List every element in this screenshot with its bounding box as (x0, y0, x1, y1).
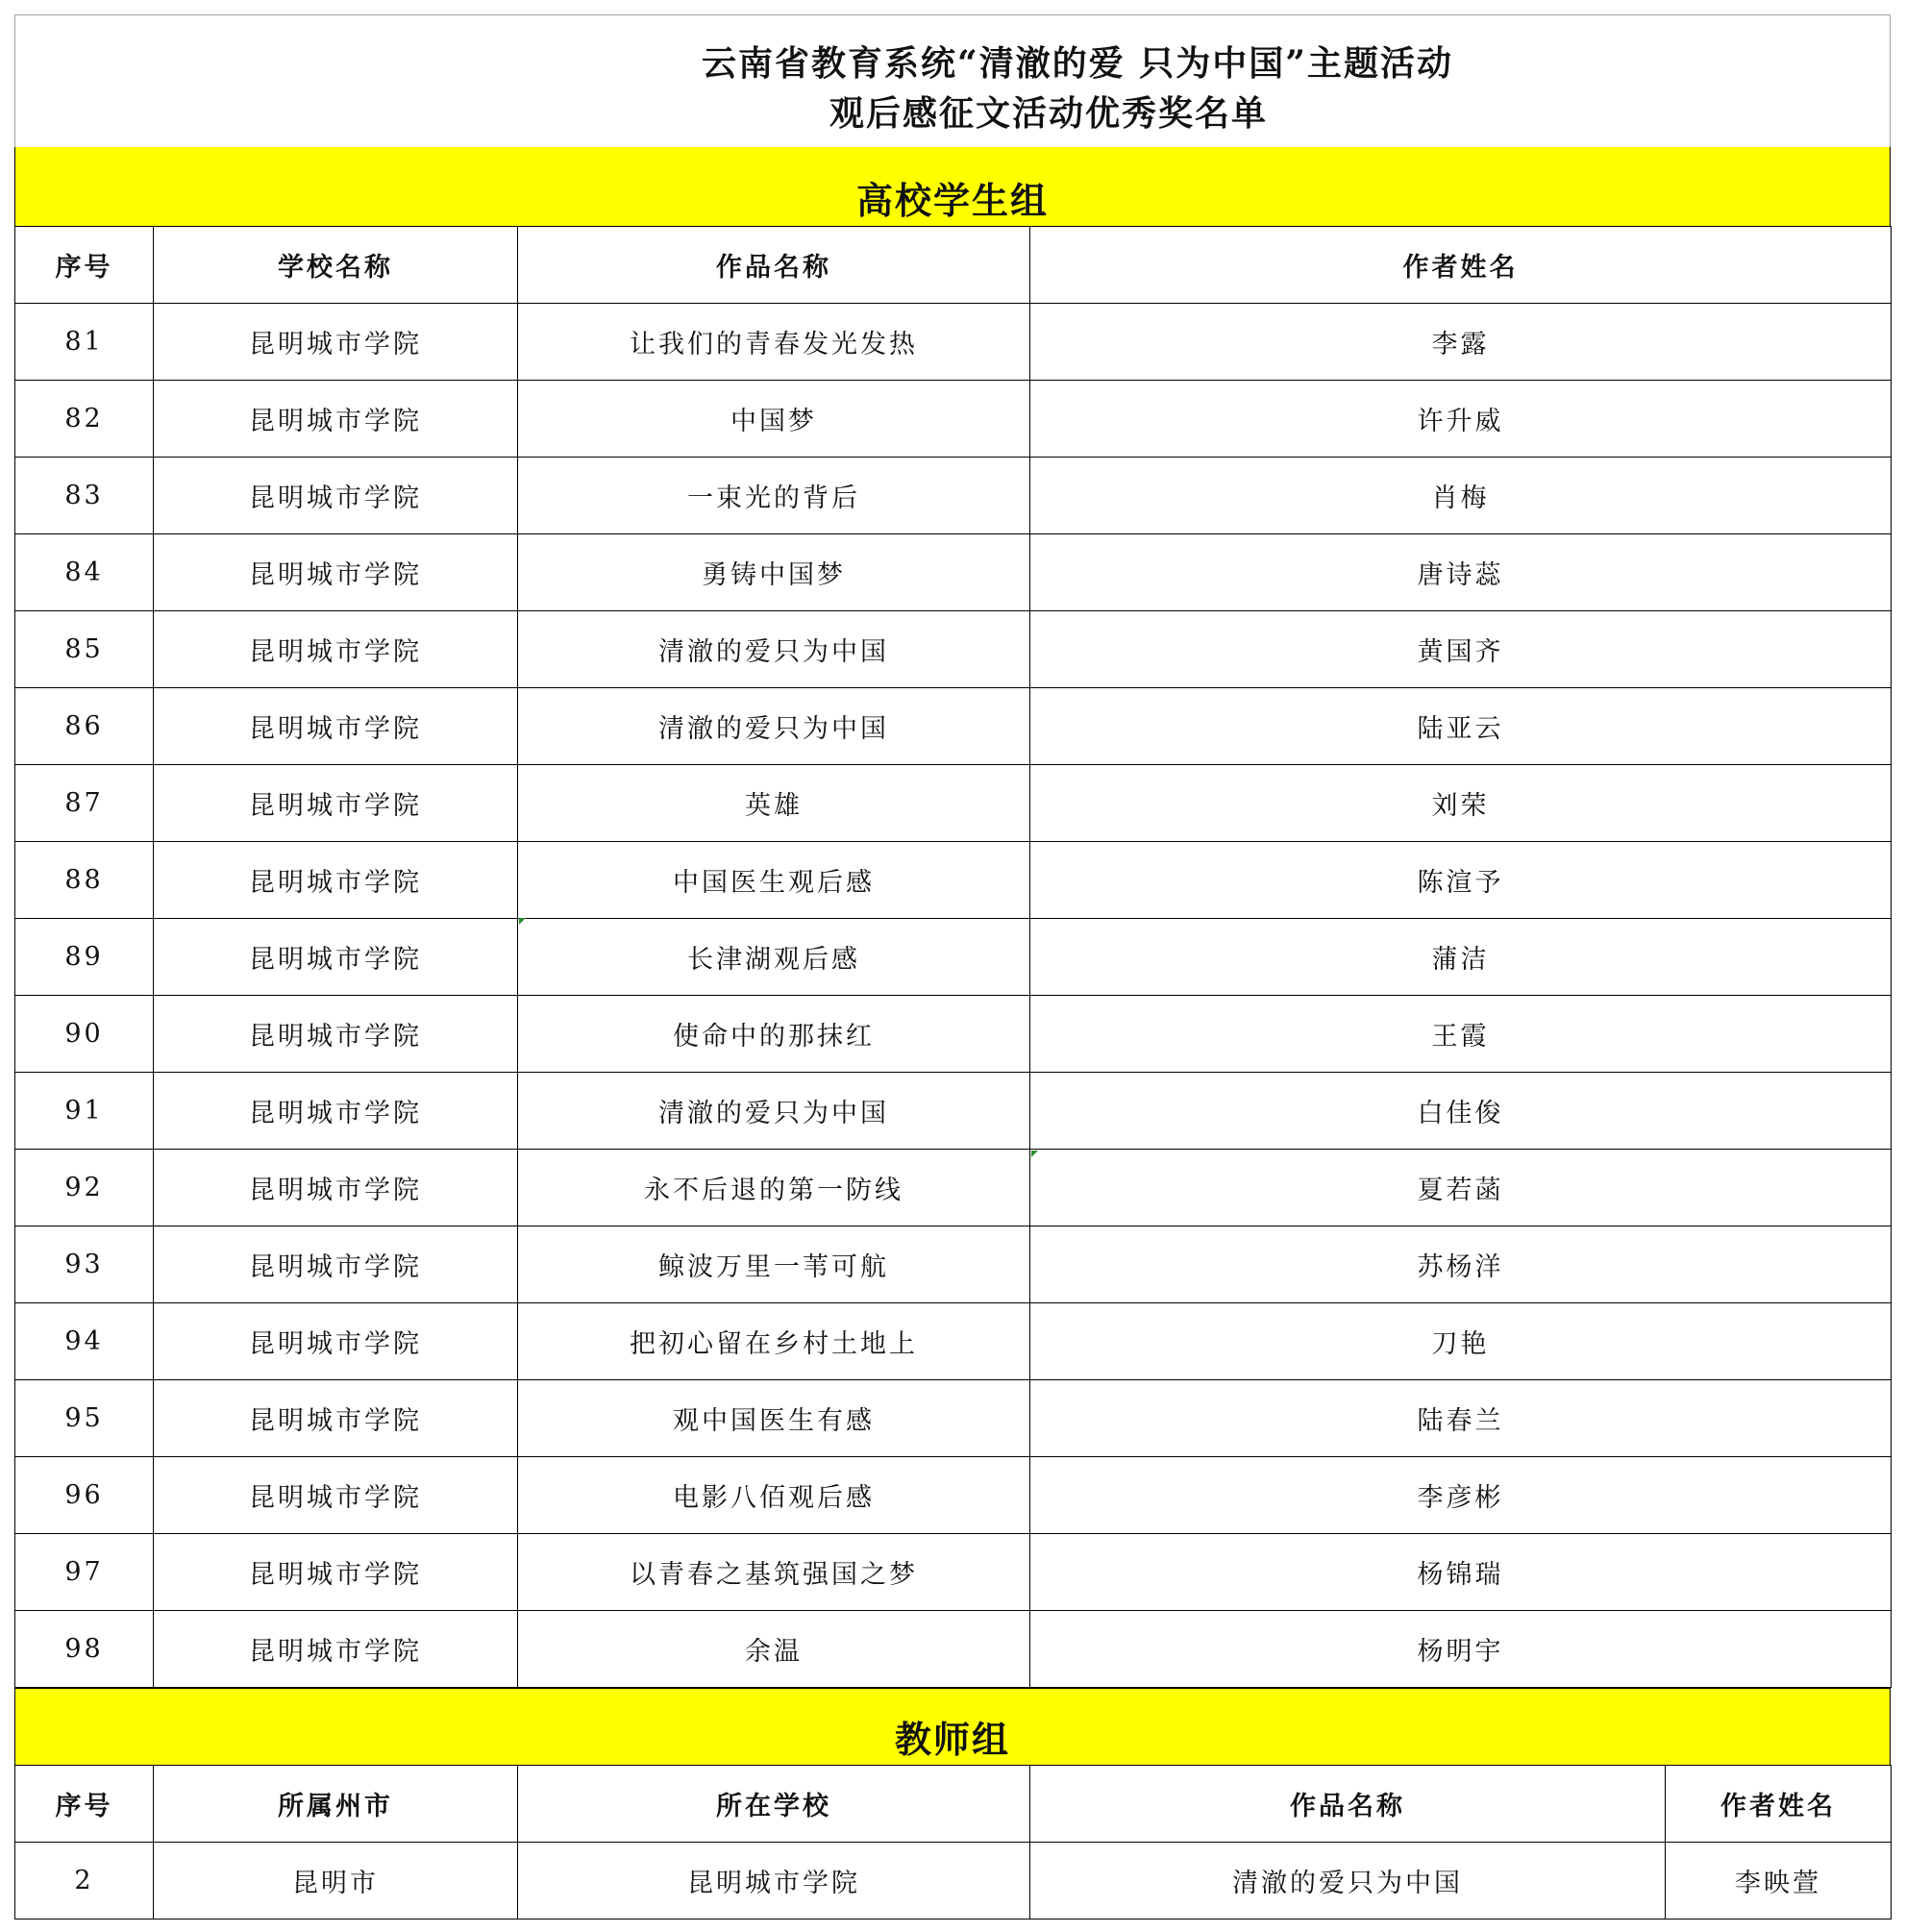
cell-index: 86 (15, 688, 154, 765)
cell-school: 昆明城市学院 (154, 842, 518, 919)
header-index: 序号 (15, 227, 154, 304)
cell-school: 昆明城市学院 (154, 534, 518, 611)
table-row (15, 688, 1892, 765)
teacher-table (14, 1765, 1892, 1920)
cell-work: 清澈的爱只为中国 (518, 1073, 1030, 1150)
student-table-body (15, 304, 1892, 1688)
cell-author: 夏若菡 (1030, 1150, 1892, 1226)
cell-work: 把初心留在乡村土地上 (518, 1303, 1030, 1380)
table-row (15, 381, 1892, 458)
table-row (15, 1611, 1892, 1688)
cell-work: 使命中的那抹红 (518, 996, 1030, 1073)
cell-author: 苏杨洋 (1030, 1226, 1892, 1303)
cell-author: 黄国齐 (1030, 611, 1892, 688)
cell-author: 蒲洁 (1030, 919, 1892, 996)
table-row (15, 458, 1892, 534)
cell-school: 昆明城市学院 (154, 765, 518, 842)
cell-work: 永不后退的第一防线 (518, 1150, 1030, 1226)
cell-index: 89 (15, 919, 154, 996)
cell-author: 李映萱 (1666, 1843, 1892, 1920)
page-title: 云南省教育系统“清澈的爱 只为中国”主题活动 (702, 43, 1453, 84)
cell-school: 昆明城市学院 (154, 1611, 518, 1688)
cell-index: 96 (15, 1457, 154, 1534)
section-header-teachers (14, 1688, 1891, 1765)
table-row (15, 765, 1892, 842)
student-table (14, 226, 1892, 1688)
cell-school: 昆明城市学院 (154, 1226, 518, 1303)
cell-work: 清澈的爱只为中国 (518, 611, 1030, 688)
cell-author: 唐诗蕊 (1030, 534, 1892, 611)
cell-author: 刘荣 (1030, 765, 1892, 842)
table-row (15, 996, 1892, 1073)
cell-index: 95 (15, 1380, 154, 1457)
cell-school: 昆明城市学院 (154, 1457, 518, 1534)
section-header-students (14, 147, 1891, 226)
header-school: 所在学校 (518, 1766, 1030, 1843)
table-row (15, 1303, 1892, 1380)
table-header-row (15, 227, 1892, 304)
table-row (15, 1073, 1892, 1150)
cell-index: 82 (15, 381, 154, 458)
cell-school: 昆明城市学院 (154, 1073, 518, 1150)
table-row (15, 1380, 1892, 1457)
cell-index: 85 (15, 611, 154, 688)
teacher-table-body (15, 1843, 1892, 1920)
cell-school: 昆明城市学院 (154, 1303, 518, 1380)
cell-school: 昆明城市学院 (154, 1380, 518, 1457)
cell-school: 昆明城市学院 (154, 458, 518, 534)
comment-marker-icon (1031, 1151, 1038, 1157)
cell-index: 98 (15, 1611, 154, 1688)
cell-prefecture: 昆明市 (154, 1843, 518, 1920)
spreadsheet (14, 14, 1891, 1920)
cell-work: 勇铸中国梦 (518, 534, 1030, 611)
cell-school: 昆明城市学院 (154, 688, 518, 765)
cell-index: 93 (15, 1226, 154, 1303)
cell-school: 昆明城市学院 (518, 1843, 1030, 1920)
cell-work: 鲸波万里一苇可航 (518, 1226, 1030, 1303)
cell-work: 长津湖观后感 (518, 919, 1030, 996)
cell-school: 昆明城市学院 (154, 611, 518, 688)
comment-marker-icon (519, 918, 526, 925)
cell-author: 王霞 (1030, 996, 1892, 1073)
cell-school: 昆明城市学院 (154, 381, 518, 458)
cell-author: 刀艳 (1030, 1303, 1892, 1380)
section-label-teachers: 教师组 (894, 1718, 1010, 1761)
table-row (15, 534, 1892, 611)
table-row (15, 1150, 1892, 1226)
cell-author: 白佳俊 (1030, 1073, 1892, 1150)
table-header-row (15, 1766, 1892, 1843)
table-row (15, 1534, 1892, 1611)
cell-school: 昆明城市学院 (154, 1150, 518, 1226)
cell-author: 陆亚云 (1030, 688, 1892, 765)
header-school: 学校名称 (154, 227, 518, 304)
cell-author: 杨明宇 (1030, 1611, 1892, 1688)
cell-work: 让我们的青春发光发热 (518, 304, 1030, 381)
cell-author: 李露 (1030, 304, 1892, 381)
header-prefecture: 所属州市 (154, 1766, 518, 1843)
cell-work: 以青春之基筑强国之梦 (518, 1534, 1030, 1611)
cell-index: 97 (15, 1534, 154, 1611)
table-row (15, 304, 1892, 381)
section-label-students: 高校学生组 (855, 179, 1049, 222)
header-author: 作者姓名 (1030, 227, 1892, 304)
cell-work: 英雄 (518, 765, 1030, 842)
cell-work: 一束光的背后 (518, 458, 1030, 534)
cell-index: 87 (15, 765, 154, 842)
cell-index: 81 (15, 304, 154, 381)
cell-work: 清澈的爱只为中国 (1030, 1843, 1666, 1920)
header-index: 序号 (15, 1766, 154, 1843)
cell-index: 88 (15, 842, 154, 919)
page-subtitle: 观后感征文活动优秀奖名单 (829, 93, 1268, 134)
cell-author: 杨锦瑞 (1030, 1534, 1892, 1611)
cell-work: 中国梦 (518, 381, 1030, 458)
cell-work: 余温 (518, 1611, 1030, 1688)
cell-school: 昆明城市学院 (154, 1534, 518, 1611)
table-row (15, 1457, 1892, 1534)
cell-author: 陈渲予 (1030, 842, 1892, 919)
cell-work: 观中国医生有感 (518, 1380, 1030, 1457)
cell-author: 李彦彬 (1030, 1457, 1892, 1534)
cell-index: 92 (15, 1150, 154, 1226)
table-row (15, 1843, 1892, 1920)
cell-author: 肖梅 (1030, 458, 1892, 534)
table-row (15, 842, 1892, 919)
table-row (15, 611, 1892, 688)
cell-index: 91 (15, 1073, 154, 1150)
table-row (15, 919, 1892, 996)
cell-school: 昆明城市学院 (154, 919, 518, 996)
header-author: 作者姓名 (1666, 1766, 1892, 1843)
cell-school: 昆明城市学院 (154, 996, 518, 1073)
cell-work: 中国医生观后感 (518, 842, 1030, 919)
cell-index: 90 (15, 996, 154, 1073)
cell-school: 昆明城市学院 (154, 304, 518, 381)
cell-index: 83 (15, 458, 154, 534)
header-work: 作品名称 (518, 227, 1030, 304)
cell-author: 陆春兰 (1030, 1380, 1892, 1457)
cell-work: 清澈的爱只为中国 (518, 688, 1030, 765)
header-work: 作品名称 (1030, 1766, 1666, 1843)
table-row (15, 1226, 1892, 1303)
cell-author: 许升威 (1030, 381, 1892, 458)
title-block (14, 14, 1891, 147)
cell-work: 电影八佰观后感 (518, 1457, 1030, 1534)
cell-index: 94 (15, 1303, 154, 1380)
cell-index: 84 (15, 534, 154, 611)
cell-index: 2 (15, 1843, 154, 1920)
